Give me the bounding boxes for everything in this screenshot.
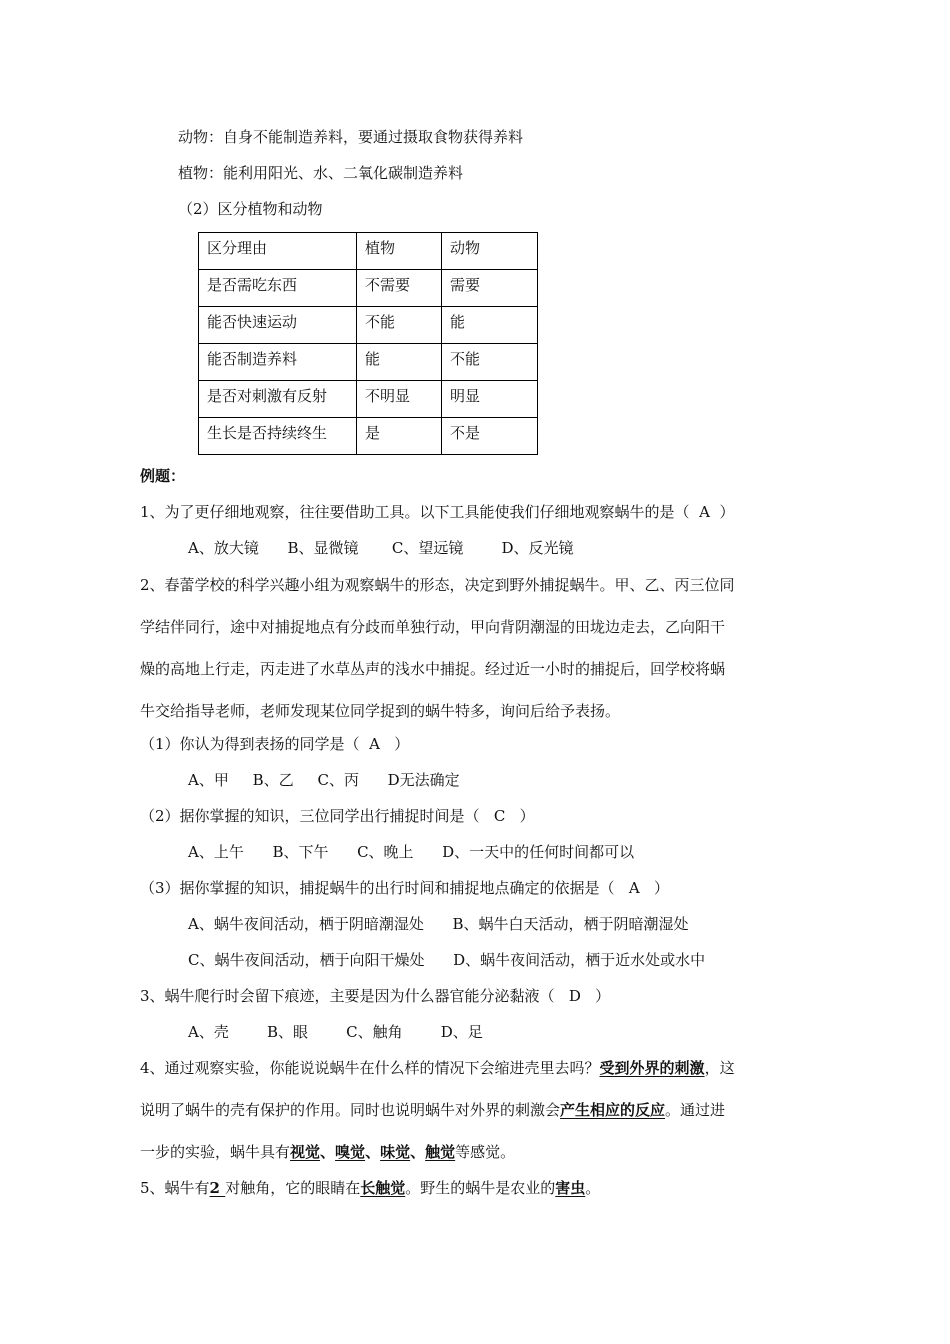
q2-sub3-options-ab: A、蜗牛夜间活动，栖于阴暗潮湿处 B、蜗牛白天活动，栖于阴暗潮湿处 — [188, 915, 689, 933]
q4-separator: 、 — [365, 1143, 381, 1161]
table-header-row — [199, 233, 538, 270]
q5-text: 。野生的蜗牛是农业的 — [405, 1179, 556, 1197]
q2-stem-line: 燥的高地上行走，丙走进了水草丛声的浅水中捕捉。经过近一小时的捕捉后，回学校将蜗 — [140, 660, 726, 678]
q2-sub2-options: A、上午 B、下午 C、晚上 D、一天中的任何时间都可以 — [188, 843, 635, 861]
table-cell: 能 — [442, 307, 538, 344]
q5-answer: 长触觉 — [360, 1179, 406, 1197]
table-row — [199, 418, 538, 455]
q4-text: 4、通过观察实验，你能说说蜗牛在什么样的情况下会缩进壳里去吗？ — [140, 1059, 600, 1077]
q5-text: 。 — [585, 1179, 601, 1197]
q4-line-3 — [140, 1142, 515, 1162]
q2-sub1-options: A、甲 B、乙 C、丙 D无法确定 — [188, 771, 460, 789]
q2-stem-line: 2、春蕾学校的科学兴趣小组为观察蜗牛的形态，决定到野外捕捉蜗牛。甲、乙、丙三位同 — [140, 576, 735, 594]
table-cell: 能否快速运动 — [199, 307, 357, 344]
q4-answer: 产生相应的反应 — [560, 1101, 666, 1119]
table-cell: 不能 — [442, 344, 538, 381]
table-row — [199, 381, 538, 418]
table-cell: 是 — [357, 418, 442, 455]
q4-text: 。通过进 — [665, 1101, 726, 1119]
table-cell: 不明显 — [357, 381, 442, 418]
q5-line — [140, 1178, 600, 1198]
examples-heading: 例题： — [140, 467, 186, 485]
q4-text: 说明了蜗牛的壳有保护的作用。同时也说明蜗牛对外界的刺激会 — [140, 1101, 561, 1119]
animal-definition: 动物：自身不能制造养料，要通过摄取食物获得养料 — [178, 128, 524, 146]
q5-text: 对触角，它的眼睛在 — [225, 1179, 361, 1197]
q4-line-1 — [140, 1058, 735, 1078]
table-cell: 是否需吃东西 — [199, 270, 357, 307]
table-cell: 需要 — [442, 270, 538, 307]
q3-stem: 3、蜗牛爬行时会留下痕迹，主要是因为什么器官能分泌黏液（ D ） — [140, 987, 611, 1005]
q4-text: ，这 — [704, 1059, 735, 1077]
table-header-cell: 动物 — [442, 233, 538, 270]
q4-answer: 视觉 — [290, 1143, 321, 1161]
table-cell: 不能 — [357, 307, 442, 344]
q4-answer: 触觉 — [425, 1143, 456, 1161]
q5-text: 5、蜗牛有 — [140, 1179, 210, 1197]
table-cell: 生长是否持续终生 — [199, 418, 357, 455]
table-row — [199, 307, 538, 344]
q5-answer: 害虫 — [555, 1179, 586, 1197]
q2-sub1: （1）你认为得到表扬的同学是（ A ） — [140, 735, 410, 753]
q2-sub2: （2）据你掌握的知识，三位同学出行捕捉时间是（ C ） — [140, 807, 535, 825]
q4-answer: 受到外界的刺激 — [599, 1059, 705, 1077]
q4-text: 等感觉。 — [455, 1143, 516, 1161]
table-cell: 明显 — [442, 381, 538, 418]
q2-stem-line: 牛交给指导老师，老师发现某位同学捉到的蜗牛特多，询问后给予表扬。 — [140, 702, 621, 720]
section-heading: （2）区分植物和动物 — [178, 200, 323, 218]
q2-sub3: （3）据你掌握的知识，捕捉蜗牛的出行时间和捕捉地点确定的依据是（ A ） — [140, 879, 669, 897]
q2-sub3-options-cd: C、蜗牛夜间活动，栖于向阳干燥处 D、蜗牛夜间活动，栖于近水处或水中 — [188, 951, 706, 969]
q2-stem-line: 学结伴同行，途中对捕捉地点有分歧而单独行动，甲向背阴潮湿的田垅边走去，乙向阳干 — [140, 618, 726, 636]
q4-answer: 嗅觉 — [335, 1143, 366, 1161]
table-row — [199, 344, 538, 381]
table-row — [199, 270, 538, 307]
table-header-cell: 区分理由 — [199, 233, 357, 270]
q1-stem: 1、为了更仔细地观察，往往要借助工具。以下工具能使我们仔细地观察蜗牛的是（ A ） — [140, 503, 735, 521]
comparison-table — [198, 232, 538, 455]
table-header-cell: 植物 — [357, 233, 442, 270]
q4-answer: 味觉 — [380, 1143, 411, 1161]
q4-separator: 、 — [410, 1143, 426, 1161]
table-cell: 是否对刺激有反射 — [199, 381, 357, 418]
q3-options: A、壳 B、眼 C、触角 D、足 — [188, 1023, 483, 1041]
table-cell: 能否制造养料 — [199, 344, 357, 381]
q4-text: 一步的实验，蜗牛具有 — [140, 1143, 291, 1161]
table-cell: 不需要 — [357, 270, 442, 307]
table-cell: 能 — [357, 344, 442, 381]
table-cell: 不是 — [442, 418, 538, 455]
q4-separator: 、 — [320, 1143, 336, 1161]
plant-definition: 植物：能利用阳光、水、二氧化碳制造养料 — [178, 164, 464, 182]
q5-answer: 2 — [209, 1179, 226, 1197]
q1-options: A、放大镜 B、显微镜 C、望远镜 D、反光镜 — [188, 539, 574, 557]
q4-line-2 — [140, 1100, 725, 1120]
